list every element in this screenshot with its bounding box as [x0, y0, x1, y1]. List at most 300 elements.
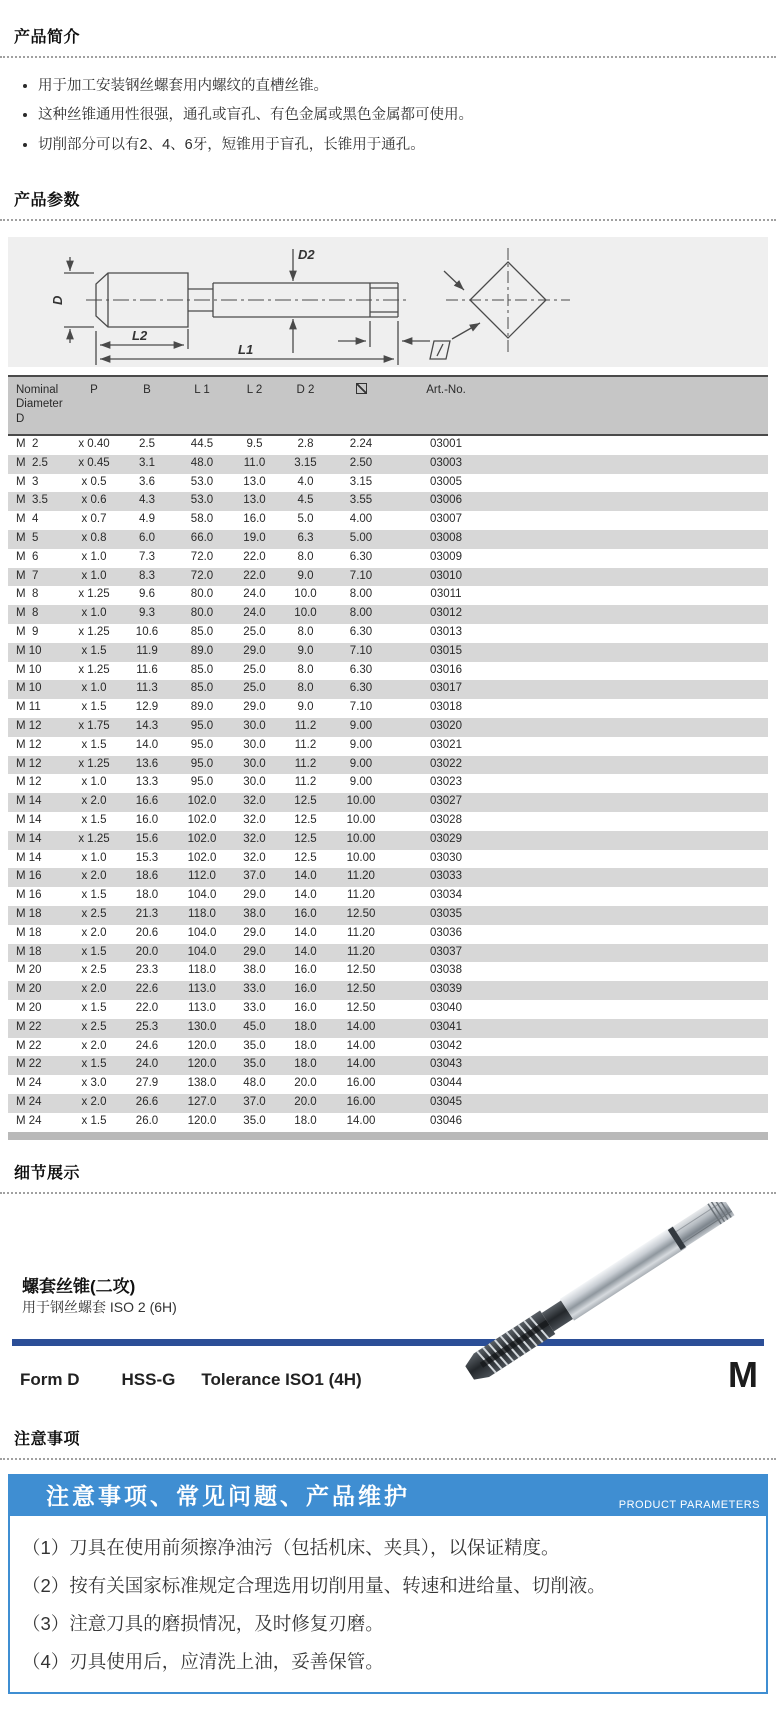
table-row: [8, 624, 768, 643]
table-cell: 8.00: [349, 607, 373, 620]
diagram-label-l2: L2: [132, 327, 148, 343]
table-cell: 8.0: [297, 663, 314, 676]
table-cell: 03029: [430, 832, 462, 845]
table-cell: M 16: [16, 870, 42, 883]
table-cell: 18.0: [135, 889, 159, 902]
table-cell: x 1.5: [81, 1058, 107, 1071]
notice-banner-subtitle: PRODUCT PARAMETERS: [618, 1498, 760, 1511]
table-cell: 9.00: [349, 776, 373, 789]
table-cell: 26.6: [135, 1095, 159, 1108]
table-cell: M 14: [16, 795, 42, 808]
table-cell: 20.0: [294, 1095, 317, 1108]
table-cell: 53.0: [190, 475, 214, 488]
table-cell: 6.3: [297, 532, 314, 544]
intro-bullet: • 这种丝锥通用性很强，通孔或盲孔、有色金属或黑色金属都可使用。: [38, 105, 768, 125]
table-cell: 03022: [430, 757, 462, 770]
table-cell: 22.0: [243, 550, 266, 563]
table-row: [8, 1038, 768, 1057]
table-cell: M 3: [16, 475, 39, 488]
table-cell: 32.0: [243, 813, 266, 826]
table-cell: 03001: [430, 438, 462, 451]
table-cell: 29.0: [243, 644, 266, 657]
table-cell: 03039: [430, 983, 462, 996]
table-cell: 32.0: [243, 795, 266, 808]
table-cell: 11.2: [294, 738, 317, 751]
table-cell: 2.8: [297, 438, 314, 451]
table-cell: 03010: [430, 569, 462, 582]
table-cell: 16.00: [346, 1095, 376, 1108]
table-cell: 21.3: [135, 907, 159, 920]
table-cell: 7.3: [139, 550, 155, 563]
table-cell: x 1.5: [81, 644, 107, 657]
table-row: [8, 944, 768, 963]
table-cell: x 1.5: [81, 738, 107, 751]
table-cell: M 9: [16, 625, 39, 638]
notice-item: （3）注意刀具的磨损情况，及时修复刃磨。: [22, 1612, 384, 1634]
table-cell: 03040: [430, 1001, 462, 1014]
table-cell: 102.0: [187, 813, 217, 826]
table-cell: 12.5: [294, 851, 317, 864]
table-cell: 14.0: [294, 945, 317, 958]
table-cell: 4.3: [139, 494, 155, 507]
table-cell: 03020: [430, 719, 462, 732]
table-cell: 03018: [430, 701, 462, 714]
table-cell: M 16: [16, 889, 42, 902]
table-cell: 6.30: [349, 625, 373, 638]
table-cell: 37.0: [243, 870, 266, 883]
table-cell: M 22: [16, 1058, 42, 1071]
table-cell: 16.0: [135, 813, 159, 826]
table-cell: 18.0: [294, 1114, 317, 1127]
table-cell: 130.0: [187, 1020, 217, 1033]
intro-bullet: • 切削部分可以有2、4、6牙，短锥用于盲孔，长锥用于通孔。: [38, 135, 768, 155]
table-cell: 12.50: [346, 983, 376, 996]
table-cell: M 14: [16, 832, 42, 845]
table-cell: 03044: [430, 1077, 462, 1090]
table-cell: 29.0: [243, 701, 266, 714]
table-row: [8, 906, 768, 925]
table-cell: 12.50: [346, 907, 376, 920]
table-cell: 03012: [430, 607, 462, 620]
table-cell: 18.0: [294, 1058, 317, 1071]
table-cell: x 2.0: [81, 926, 107, 939]
table-cell: 66.0: [190, 532, 214, 544]
table-cell: 11.6: [136, 663, 158, 676]
table-cell: 8.3: [139, 569, 155, 582]
table-cell: x 1.0: [81, 776, 107, 789]
table-cell: 118.0: [188, 964, 216, 977]
table-cell: 2.50: [349, 456, 373, 469]
table-row: [8, 793, 768, 812]
table-cell: M 10: [16, 663, 42, 676]
table-cell: x 2.0: [81, 1095, 107, 1108]
product-display: [8, 1200, 768, 1402]
table-cell: 80.0: [190, 588, 214, 601]
table-cell: M 24: [16, 1095, 42, 1108]
table-cell: 33.0: [243, 983, 266, 996]
table-row: [8, 737, 768, 756]
table-row: [8, 530, 768, 549]
table-cell: 32.0: [243, 832, 266, 845]
table-cell: M 8: [16, 607, 39, 620]
table-cell: 03008: [430, 532, 462, 544]
table-row: [8, 718, 768, 737]
section-title-intro: 产品简介: [0, 0, 776, 58]
table-cell: 11.0: [243, 456, 266, 469]
notice-banner: [8, 1474, 768, 1516]
table-cell: M 12: [16, 719, 42, 732]
table-row: [8, 586, 768, 605]
product-name: 螺套丝锥(二攻): [22, 1276, 136, 1296]
parameter-table: [8, 375, 768, 1140]
table-cell: 10.00: [346, 795, 376, 808]
table-cell: 03016: [430, 663, 462, 676]
table-cell: 25.0: [243, 682, 266, 695]
table-cell: 22.0: [135, 1001, 159, 1014]
table-cell: x 1.25: [78, 588, 110, 601]
table-row: [8, 756, 768, 775]
table-row: [8, 1019, 768, 1038]
table-cell: x 0.6: [81, 494, 107, 507]
table-cell: 30.0: [243, 738, 266, 751]
table-cell: 18.0: [294, 1039, 317, 1052]
notice-item: （1）刀具在使用前须擦净油污（包括机床、夹具），以保证精度。: [22, 1536, 560, 1558]
table-cell: 03036: [430, 926, 462, 939]
table-cell: M 18: [16, 945, 42, 958]
table-cell: x 1.0: [81, 550, 107, 563]
table-cell: 03011: [430, 588, 462, 601]
table-cell: x 1.75: [78, 719, 110, 732]
table-cell: x 2.5: [81, 964, 107, 977]
intro-bullet: • 用于加工安装钢丝螺套用内螺纹的直槽丝锥。: [38, 76, 768, 96]
column-header: D 2: [281, 376, 330, 435]
table-cell: 03037: [430, 945, 462, 958]
table-cell: M 10: [16, 682, 42, 695]
table-cell: x 1.5: [81, 945, 107, 958]
table-cell: M 18: [16, 907, 42, 920]
table-cell: 27.9: [135, 1077, 159, 1090]
table-cell: M 24: [16, 1077, 42, 1090]
table-cell: x 1.5: [81, 1114, 107, 1127]
table-cell: 18.6: [135, 870, 159, 883]
table-cell: 14.00: [346, 1020, 376, 1033]
table-cell: 26.0: [135, 1114, 159, 1127]
table-cell: M 3.5: [16, 494, 48, 507]
table-cell: 7.10: [349, 701, 373, 714]
table-cell: 20.6: [135, 926, 159, 939]
table-cell: 95.0: [190, 719, 214, 732]
table-row: [8, 511, 768, 530]
table-row: [8, 1075, 768, 1094]
table-cell: 03045: [430, 1095, 462, 1108]
table-cell: 85.0: [190, 663, 214, 676]
table-cell: 9.0: [297, 701, 314, 714]
table-cell: M 6: [16, 550, 39, 563]
table-cell: 16.0: [243, 513, 266, 526]
table-row: [8, 605, 768, 624]
table-cell: 37.0: [243, 1095, 266, 1108]
table-cell: x 0.5: [81, 475, 107, 488]
table-cell: 85.0: [190, 682, 214, 695]
table-cell: 03042: [430, 1039, 462, 1052]
diagram-label-d: D: [50, 295, 65, 305]
table-row: [8, 962, 768, 981]
table-cell: 11.20: [347, 870, 375, 883]
table-cell: M 20: [16, 1001, 42, 1014]
table-cell: x 0.7: [81, 513, 107, 526]
table-cell: 8.0: [297, 550, 314, 563]
table-row: [8, 699, 768, 718]
table-row: [8, 850, 768, 869]
table-cell: 30.0: [243, 757, 266, 770]
table-cell: 03043: [430, 1058, 462, 1071]
table-cell: 14.0: [294, 889, 317, 902]
table-cell: x 1.5: [81, 1001, 107, 1014]
table-row: [8, 812, 768, 831]
table-cell: 120.0: [187, 1039, 217, 1052]
table-cell: x 1.0: [81, 569, 107, 582]
table-cell: 138.0: [187, 1077, 217, 1090]
table-cell: M 24: [16, 1114, 42, 1127]
square-shank-icon: [330, 376, 392, 435]
table-cell: 53.0: [190, 494, 214, 507]
table-cell: 12.5: [294, 795, 317, 808]
table-cell: 10.0: [294, 607, 317, 620]
table-cell: 14.00: [346, 1114, 376, 1127]
table-cell: 24.0: [243, 588, 266, 601]
table-cell: x 0.45: [78, 456, 110, 469]
table-cell: 15.3: [135, 851, 159, 864]
table-cell: 03035: [430, 907, 462, 920]
table-cell: 11.9: [136, 644, 158, 657]
table-cell: 03038: [430, 964, 462, 977]
table-cell: 13.0: [243, 494, 266, 507]
table-cell: 89.0: [190, 644, 214, 657]
notice-list: [8, 1516, 768, 1694]
spec-thread-type: M: [728, 1353, 758, 1395]
param-table-body: [8, 435, 768, 1135]
table-cell: 113.0: [188, 983, 216, 996]
table-row: [8, 868, 768, 887]
table-cell: 03033: [430, 870, 462, 883]
table-cell: 16.00: [346, 1077, 376, 1090]
table-cell: 03015: [430, 644, 462, 657]
table-cell: 4.0: [297, 475, 314, 488]
table-cell: 03030: [430, 851, 462, 864]
table-cell: x 3.0: [81, 1077, 107, 1090]
table-cell: x 2.0: [81, 983, 107, 996]
table-cell: 104.0: [187, 926, 217, 939]
table-cell: 5.0: [297, 513, 314, 526]
technical-diagram: [8, 237, 768, 367]
table-cell: 11.20: [347, 889, 375, 902]
table-cell: 35.0: [243, 1058, 266, 1071]
table-cell: 102.0: [187, 832, 217, 845]
table-cell: 6.30: [349, 663, 373, 676]
table-cell: 12.5: [294, 832, 317, 845]
notice-item: （4）刃具使用后，应清洗上油，妥善保管。: [22, 1650, 384, 1672]
table-cell: 14.0: [294, 926, 317, 939]
table-row: [8, 774, 768, 793]
table-cell: 44.5: [190, 438, 214, 451]
table-cell: 25.0: [243, 625, 266, 638]
table-cell: 6.30: [349, 682, 373, 695]
table-cell: 13.6: [135, 757, 159, 770]
table-cell: 120.0: [187, 1058, 217, 1071]
table-cell: 104.0: [187, 945, 217, 958]
table-cell: 11.3: [136, 682, 158, 695]
product-page: [8, 0, 768, 1710]
table-row: [8, 435, 768, 455]
table-cell: x 1.5: [81, 889, 107, 902]
table-cell: 95.0: [190, 757, 214, 770]
table-cell: 6.0: [139, 532, 155, 544]
technical-diagram-panel: [8, 237, 768, 367]
table-cell: 11.2: [294, 719, 317, 732]
product-subtitle: 用于钢丝螺套 ISO 2 (6H): [22, 1298, 177, 1315]
column-header: P: [70, 376, 118, 435]
table-cell: M 2.5: [16, 456, 48, 469]
table-cell: 03017: [430, 682, 462, 695]
table-cell: 03013: [430, 625, 462, 638]
table-cell: 03034: [430, 889, 462, 902]
table-cell: 03046: [430, 1114, 462, 1127]
table-cell: 03023: [430, 776, 462, 789]
column-header: B: [118, 376, 176, 435]
table-cell: x 1.25: [78, 832, 110, 845]
table-cell: M 14: [16, 813, 42, 826]
table-cell: x 2.0: [81, 1039, 107, 1052]
table-cell: 10.00: [346, 832, 376, 845]
table-cell: 14.00: [346, 1058, 376, 1071]
table-row: [8, 549, 768, 568]
table-cell: M 22: [16, 1039, 42, 1052]
table-row: [8, 662, 768, 681]
table-cell: 95.0: [190, 776, 214, 789]
table-cell: 32.0: [243, 851, 266, 864]
table-cell: 9.00: [349, 719, 373, 732]
table-cell: 102.0: [187, 795, 217, 808]
table-cell: 85.0: [190, 625, 214, 638]
table-cell: 4.9: [139, 513, 155, 526]
table-cell: 104.0: [187, 889, 217, 902]
table-cell: 14.0: [294, 870, 317, 883]
table-cell: 95.0: [190, 738, 214, 751]
table-cell: M 2: [16, 438, 39, 451]
table-cell: 16.0: [294, 907, 317, 920]
table-cell: x 1.25: [78, 625, 110, 638]
table-cell: 127.0: [187, 1095, 217, 1108]
table-cell: 24.0: [135, 1058, 159, 1071]
spec-tolerance: Tolerance ISO1 (4H): [201, 1370, 362, 1390]
table-cell: 48.0: [243, 1077, 266, 1090]
table-cell: 89.0: [190, 701, 214, 714]
table-cell: 03007: [430, 513, 462, 526]
table-cell: 2.24: [349, 438, 373, 451]
table-cell: 4.00: [349, 513, 373, 526]
param-table-header-row: [8, 376, 768, 435]
table-cell: 16.6: [135, 795, 159, 808]
table-cell: 16.0: [294, 964, 317, 977]
table-cell: 11.20: [347, 945, 375, 958]
table-cell: 03006: [430, 494, 462, 507]
table-cell: 03021: [430, 738, 462, 751]
table-cell: 13.3: [135, 776, 159, 789]
table-cell: M 12: [16, 738, 42, 751]
table-cell: 113.0: [188, 1001, 216, 1014]
table-cell: 30.0: [243, 776, 266, 789]
table-cell: 72.0: [190, 569, 214, 582]
table-cell: M 12: [16, 776, 42, 789]
table-cell: 112.0: [188, 870, 216, 883]
table-cell: M 14: [16, 851, 42, 864]
table-cell: x 1.25: [78, 757, 110, 770]
column-header: Art.-No.: [392, 376, 500, 435]
table-cell: 3.15: [349, 475, 373, 488]
table-cell: x 2.5: [81, 907, 107, 920]
table-cell: x 1.5: [81, 701, 107, 714]
table-cell: 24.0: [243, 607, 266, 620]
table-cell: x 0.40: [78, 438, 110, 451]
table-cell: 7.10: [349, 644, 373, 657]
diagram-label-l1: L1: [238, 341, 254, 357]
table-row: [8, 492, 768, 511]
table-cell: 03027: [430, 795, 462, 808]
table-row: [8, 455, 768, 474]
section-title-details: 细节展示: [0, 1140, 776, 1194]
tap-product-image: [438, 1202, 768, 1382]
table-cell: M 20: [16, 983, 42, 996]
table-cell: 80.0: [190, 607, 214, 620]
diagram-label-d2: D2: [298, 246, 315, 262]
table-cell: M 12: [16, 757, 42, 770]
table-cell: 3.6: [139, 475, 155, 488]
table-cell: 5.00: [349, 532, 373, 544]
table-cell: 12.9: [135, 701, 159, 714]
table-cell: x 1.0: [81, 607, 107, 620]
table-row: [8, 1094, 768, 1113]
table-cell: M 10: [16, 644, 42, 657]
table-cell: 9.6: [139, 588, 155, 601]
table-cell: 03003: [430, 456, 462, 469]
table-row: [8, 981, 768, 1000]
table-cell: 14.0: [135, 738, 159, 751]
table-cell: 24.6: [135, 1039, 159, 1052]
notice-item: （2）按有关国家标准规定合理选用切削用量、转速和进给量、切削液。: [22, 1574, 606, 1596]
table-cell: x 1.0: [81, 682, 107, 695]
table-cell: x 0.8: [81, 532, 107, 544]
table-row: [8, 1000, 768, 1019]
table-cell: 20.0: [135, 945, 159, 958]
intro-bullet-list: [8, 76, 768, 155]
table-cell: M 11: [16, 701, 41, 714]
table-cell: 14.00: [346, 1039, 376, 1052]
table-cell: 35.0: [243, 1114, 266, 1127]
table-cell: 16.0: [294, 1001, 317, 1014]
table-cell: 12.50: [346, 1001, 376, 1014]
table-cell: 72.0: [190, 550, 214, 563]
table-cell: 10.6: [135, 625, 159, 638]
table-cell: 19.0: [243, 532, 266, 544]
table-cell: 38.0: [243, 964, 266, 977]
table-cell: M 4: [16, 513, 39, 526]
table-cell: x 1.5: [81, 813, 107, 826]
table-cell: 8.0: [297, 682, 314, 695]
table-row: [8, 925, 768, 944]
table-cell: 11.2: [294, 776, 317, 789]
table-cell: 14.3: [135, 719, 159, 732]
table-cell: 15.6: [135, 832, 159, 845]
